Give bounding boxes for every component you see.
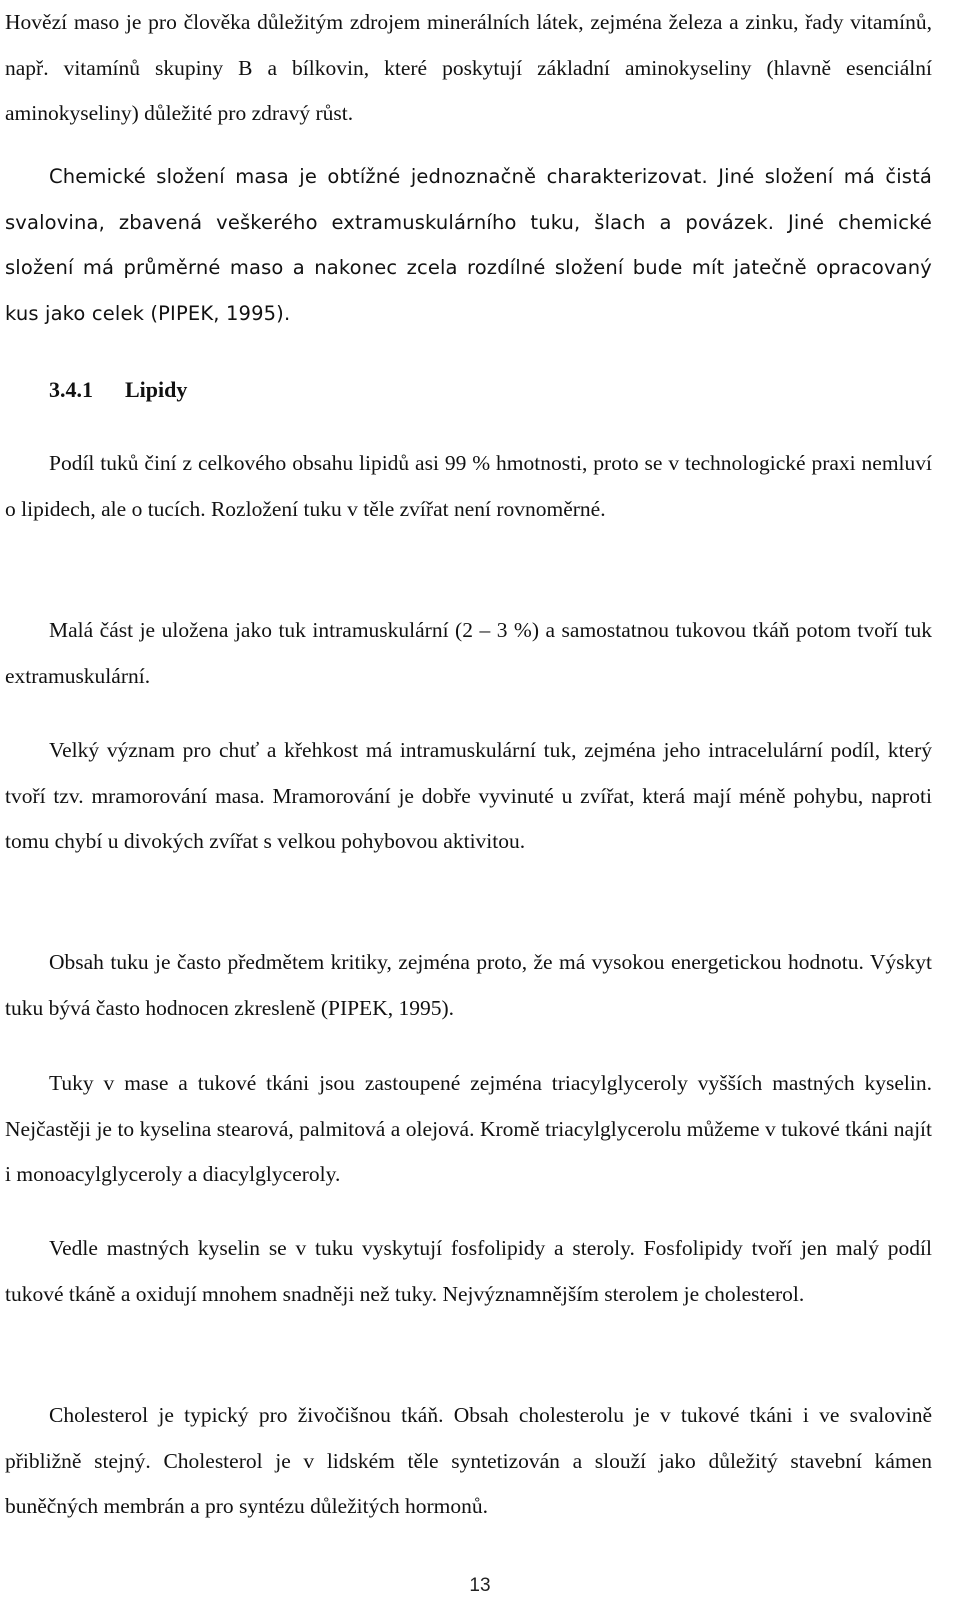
section-title: Lipidy (125, 377, 188, 402)
paragraph-fat-share: Podíl tuků činí z celkového obsahu lipidů asi 99 % hmotnosti, proto se v technologické praxi nemluví o lipidech, ale o tucích. Rozložení tuku v těle zvířat není rovnoměrné. (5, 451, 932, 521)
paragraph-phospholipids: Vedle mastných kyselin se v tuku vyskytují fosfolipidy a steroly. Fosfolipidy tvoří jen malý podíl tukové tkáně a oxidují mnohem snadněji než tuky. Nejvýznamnějším sterolem je cholesterol. (5, 1236, 932, 1306)
section-number: 3.4.1 (49, 377, 93, 402)
paragraph-beef-nutrition: Hovězí maso je pro člověka důležitým zdrojem minerálních látek, zejména železa a zinku, řady vitamínů, např. vitamínů skupiny B a bílkovin, které poskytují základní aminokyseliny (hlavně esenciální aminokyseliny) důležité pro zdravý růst. (5, 10, 932, 125)
paragraph-intramuscular-fat: Malá část je uložena jako tuk intramuskulární (2 – 3 %) a samostatnou tukovou tkáň potom tvoří tuk extramuskulární. (5, 618, 932, 688)
page-number: 13 (469, 1575, 491, 1596)
paragraph-fat-criticism: Obsah tuku je často předmětem kritiky, zejména proto, že má vysokou energetickou hodnotu. Výskyt tuku bývá často hodnocen zkresleně (PIPEK, 1995). (5, 950, 932, 1020)
section-heading (49, 370, 187, 410)
paragraph-cholesterol: Cholesterol je typický pro živočišnou tkáň. Obsah cholesterolu je v tukové tkáni i ve svalovině přibližně stejný. Cholesterol je v lidském těle syntetizován a slouží jako důležitý stavební kámen buněčných membrán a pro syntézu důležitých hormonů. (5, 1403, 932, 1518)
paragraph-chemical-composition: Chemické složení masa je obtížné jednoznačně charakterizovat. Jiné složení má čistá svalovina, zbavená veškerého extramuskulárního tuku, šlach a povázek. Jiné chemické složení má průměrné maso a nakonec zcela rozdílné složení bude mít jatečně opracovaný kus jako celek (PIPEK, 1995). (5, 165, 932, 325)
paragraph-triacylglycerols: Tuky v mase a tukové tkáni jsou zastoupené zejména triacylglyceroly vyšších mastných kyselin. Nejčastěji je to kyselina stearová, palmitová a olejová. Kromě triacylglycerolu můžeme v tukové tkáni najít i monoacylglyceroly a diacylglyceroly. (5, 1071, 932, 1186)
paragraph-marbling: Velký význam pro chuť a křehkost má intramuskulární tuk, zejména jeho intracelulární podíl, který tvoří tzv. mramorování masa. Mramorování je dobře vyvinuté u zvířat, která mají méně pohybu, naproti tomu chybí u divokých zvířat s velkou pohybovou aktivitou. (5, 738, 932, 853)
